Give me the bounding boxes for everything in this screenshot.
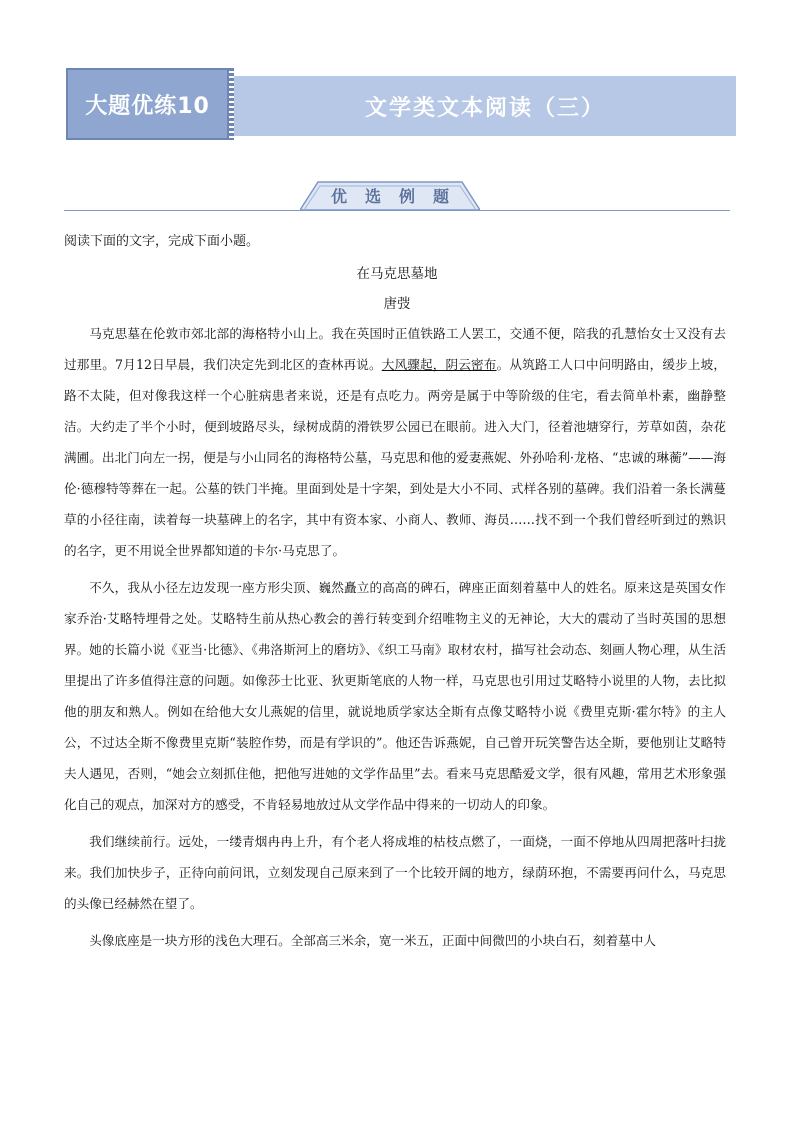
paragraph-text: 马克思墓在伦敦市郊北部的海格特小山上。我在英国时正值铁路工人罢工，交通不便，陪我的孔慧怡女士又没有去过那里。7月12日早晨，我们决定先到北区的查林再说。 [64, 326, 726, 372]
section-tag-char: 优 [330, 186, 347, 206]
topic-title-box [234, 76, 736, 136]
paragraph: 我们继续前行。远处，一缕青烟冉冉上升，有个老人将成堆的枯枝点燃了，一面烧，一面不停地从四周把落叶扫拢来。我们加快步子，正待向前问讯，立刻发现自己原来到了一个比较开阔的地方，绿荫环抱，不需要再问什么，马克思的头像已经赫然在望了。 [64, 834, 726, 911]
paragraph: 头像底座是一块方形的浅色大理石。全部高三米余，宽一米五，正面中间微凹的小块白石，刻着墓中人 [89, 933, 656, 948]
article-body [64, 318, 726, 962]
instruction-text: 阅读下面的文字，完成下面小题。 [64, 234, 260, 249]
underlined-phrase: 大风骤起，阴云密布 [381, 357, 497, 372]
article-author: 唐弢 [383, 296, 411, 312]
section-tag-char: 题 [432, 186, 449, 206]
section-tag-char: 例 [398, 186, 415, 206]
paragraph: 不久，我从小径左边发现一座方形尖顶、巍然矗立的高高的碑石，碑座正面刻着墓中人的姓名。原来这是英国女作家乔治·艾略特埋骨之处。艾略特生前从热心教会的善行转变到介绍唯物主义的无神论，大大的震动了当时英国的思想界。她的长篇小说《亚当·比德》、《弗洛斯河上的磨坊》、《织工马南》取材农村，描写社会动态、刻画人物心理，从生活里提出了许多值得注意的问题。如像莎士比亚、狄更斯笔底的人物一样，马克思也引用过艾略特小说里的人物，去比拟他的朋友和熟人。例如在给他大女儿燕妮的信里，就说地质学家达全斯有点像艾略特小说《费里克斯·霍尔特》的主人公，不过达全斯不像费里克斯“装腔作势，而是有学识的”。他还告诉燕妮，自己曾开玩笑警告达全斯，要他别让艾略特夫人遇见，否则，“她会立刻抓住他，把他写进她的文学作品里”去。看来马克思酷爱文学，很有风趣，常用艺术形象强化自己的观点，加深对方的感受，不肯轻易地放过从文学作品中得来的一切动人的印象。 [64, 580, 726, 812]
section-tag [300, 178, 480, 212]
header-banner [66, 68, 736, 140]
topic-title: 文学类文本阅读（三） [364, 95, 605, 121]
paragraph [64, 318, 726, 566]
exercise-number-label: 大题优练10 [85, 93, 210, 119]
article-title: 在马克思墓地 [356, 266, 438, 282]
section-tag-char: 选 [364, 186, 381, 206]
paragraph-text: 。从筑路工人口中问明路由，缓步上坡，路不太陡，但对像我这样一个心脏病患者来说，还是有点吃力。两旁是属于中等阶级的住宅，看去简单朴素，幽静整洁。大约走了半个小时，便到坡路尽头，绿树成荫的滑铁罗公园已在眼前。进入大门，径着池塘穿行，芳草如茵，杂花满圃。出北门向左一拐，便是与小山同名的海格特公墓，马克思和他的爱妻燕妮、外孙哈利·龙格、“忠诚的琳蘅”——海伦·德穆特等葬在一起。公墓的铁门半掩。里面到处是十字架，到处是大小不同、式样各别的墓碑。我们沿着一条长满蔓草的小径往南，读着每一块墓碑上的名字，其中有资本家、小商人、教师、海员……找不到一个我们曾经听到过的熟识的名字，更不用说全世界都知道的卡尔·马克思了。 [64, 357, 727, 558]
exercise-number-box [66, 68, 229, 140]
